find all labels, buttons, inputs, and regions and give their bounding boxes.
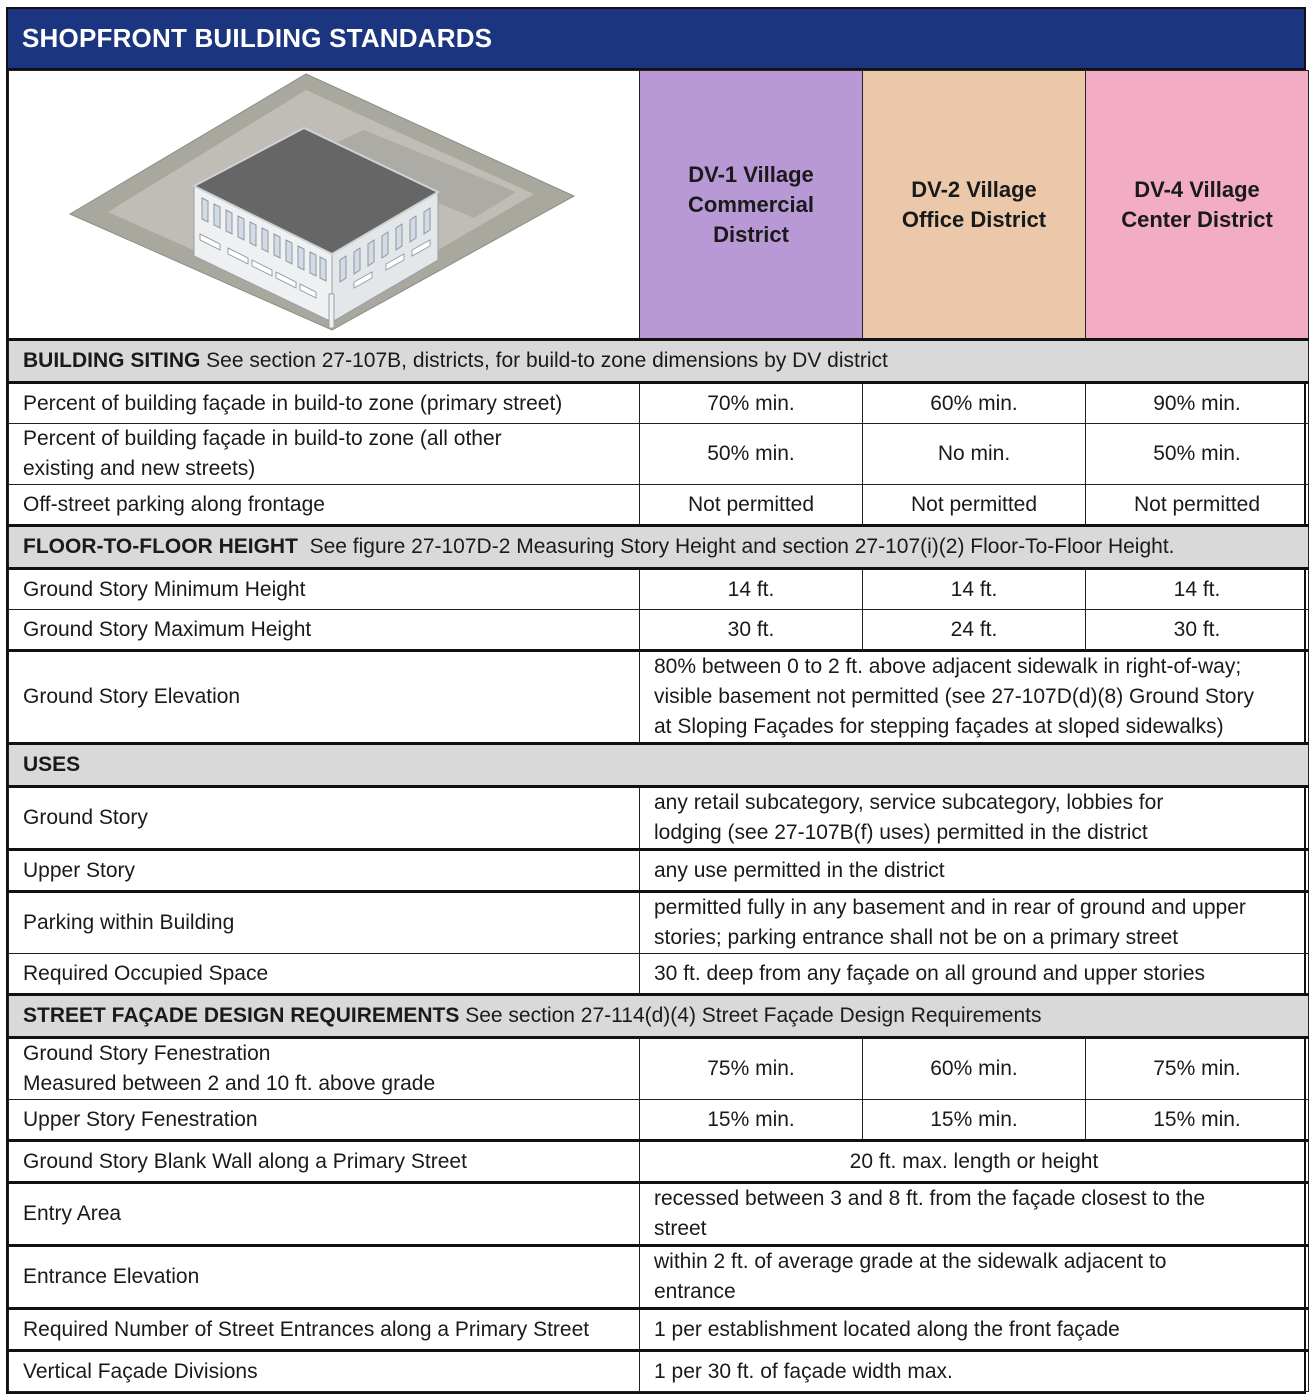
table-row — [9, 1038, 1309, 1100]
value-line: visible basement not permitted (see 27-107D(d)(8) Ground Story — [654, 685, 1254, 708]
district-name-line: DV-2 Village — [911, 176, 1037, 202]
row-label: Ground Story Elevation — [9, 651, 640, 744]
value-all-districts — [640, 1183, 1309, 1246]
value-dv1: 30 ft. — [640, 610, 863, 651]
isometric-building-illustration — [64, 72, 584, 337]
section-header-uses — [9, 744, 1309, 787]
value-line: at Sloping Façades for stepping façades at sloped sidewalks) — [654, 715, 1224, 738]
value-dv2: Not permitted — [863, 485, 1086, 526]
value-line: any retail subcategory, service subcategory, lobbies for — [654, 791, 1164, 814]
value-all-districts: 30 ft. deep from any façade on all ground and upper stories — [640, 954, 1309, 995]
table-row — [9, 485, 1309, 526]
table-row — [9, 383, 1309, 424]
district-name-line: DV-4 Village — [1134, 176, 1260, 202]
table-row — [9, 424, 1309, 485]
row-label: Ground Story Maximum Height — [9, 610, 640, 651]
value-line: lodging (see 27-107B(f) uses) permitted in the district — [654, 821, 1148, 844]
row-label-line: Percent of building façade in build-to zone (all other — [23, 427, 502, 450]
row-label: Required Occupied Space — [9, 954, 640, 995]
value-dv2: 60% min. — [863, 1038, 1086, 1100]
row-label: Percent of building façade in build-to zone (primary street) — [9, 383, 640, 424]
row-label — [9, 424, 640, 485]
table-row — [9, 954, 1309, 995]
district-name-line: Commercial — [688, 191, 814, 217]
value-dv1: 70% min. — [640, 383, 863, 424]
standards-table — [8, 70, 1309, 1392]
table-row — [9, 1141, 1309, 1183]
value-all-districts: 1 per establishment located along the front façade — [640, 1309, 1309, 1351]
value-dv1: 15% min. — [640, 1100, 863, 1141]
district-name-line: Center District — [1121, 206, 1273, 232]
table-row — [9, 569, 1309, 610]
value-all-districts: 1 per 30 ft. of façade width max. — [640, 1351, 1309, 1392]
value-all-districts — [640, 787, 1309, 850]
row-label-line: existing and new streets) — [23, 457, 256, 480]
value-dv1: 14 ft. — [640, 569, 863, 610]
page-title: SHOPFRONT BUILDING STANDARDS — [8, 9, 1304, 70]
value-dv4: 50% min. — [1086, 424, 1309, 485]
table-row — [9, 1309, 1309, 1351]
row-label: Ground Story Blank Wall along a Primary Street — [9, 1141, 640, 1183]
section-title: BUILDING SITING — [23, 349, 201, 372]
row-label: Off-street parking along frontage — [9, 485, 640, 526]
row-label: Required Number of Street Entrances along a Primary Street — [9, 1309, 640, 1351]
row-label-line: Measured between 2 and 10 ft. above grade — [23, 1072, 436, 1095]
row-label-line: Ground Story Fenestration — [23, 1042, 271, 1065]
value-dv2: 60% min. — [863, 383, 1086, 424]
table-row — [9, 651, 1309, 744]
table-row — [9, 610, 1309, 651]
district-name-line: District — [713, 221, 789, 247]
row-label: Upper Story — [9, 850, 640, 892]
section-note: See figure 27-107D-2 Measuring Story Height and section 27-107(i)(2) Floor-To-Floor Height. — [297, 535, 1175, 558]
district-header-dv1 — [640, 71, 863, 340]
value-dv4: 90% min. — [1086, 383, 1309, 424]
value-dv4: 15% min. — [1086, 1100, 1309, 1141]
value-dv4: 75% min. — [1086, 1038, 1309, 1100]
table-row — [9, 1100, 1309, 1141]
value-dv1: 75% min. — [640, 1038, 863, 1100]
value-dv2: 24 ft. — [863, 610, 1086, 651]
value-dv2: 14 ft. — [863, 569, 1086, 610]
value-line: stories; parking entrance shall not be on a primary street — [654, 926, 1179, 949]
table-row — [9, 850, 1309, 892]
value-line: within 2 ft. of average grade at the sidewalk adjacent to — [654, 1250, 1167, 1273]
table-row — [9, 1183, 1309, 1246]
table-row — [9, 1351, 1309, 1392]
section-note: See section 27-114(d)(4) Street Façade Design Requirements — [459, 1004, 1042, 1027]
row-label: Ground Story — [9, 787, 640, 850]
value-all-districts — [640, 892, 1309, 954]
row-label: Parking within Building — [9, 892, 640, 954]
value-line: entrance — [654, 1280, 736, 1303]
district-name-line: DV-1 Village — [688, 161, 814, 187]
value-line: street — [654, 1217, 707, 1240]
value-dv1: 50% min. — [640, 424, 863, 485]
row-label: Entrance Elevation — [9, 1246, 640, 1309]
row-label: Upper Story Fenestration — [9, 1100, 640, 1141]
table-row — [9, 787, 1309, 850]
value-line: recessed between 3 and 8 ft. from the façade closest to the — [654, 1187, 1205, 1210]
value-dv4: 14 ft. — [1086, 569, 1309, 610]
value-line: 80% between 0 to 2 ft. above adjacent sidewalk in right-of-way; — [654, 655, 1242, 678]
district-name-line: Office District — [901, 206, 1047, 232]
row-label: Ground Story Minimum Height — [9, 569, 640, 610]
district-header-dv4 — [1086, 71, 1309, 340]
value-dv4: 30 ft. — [1086, 610, 1309, 651]
table-row — [9, 1246, 1309, 1309]
district-header-row — [9, 71, 1309, 340]
value-all-districts — [640, 1246, 1309, 1309]
section-title: STREET FAÇADE DESIGN REQUIREMENTS — [23, 1004, 460, 1027]
table-row — [9, 892, 1309, 954]
row-label — [9, 1038, 640, 1100]
value-dv2: No min. — [863, 424, 1086, 485]
section-header-building-siting — [9, 340, 1309, 383]
value-line: permitted fully in any basement and in rear of ground and upper — [654, 896, 1246, 919]
section-note: See section 27-107B, districts, for build-to zone dimensions by DV district — [200, 349, 888, 372]
row-label: Entry Area — [9, 1183, 640, 1246]
district-header-dv2 — [863, 71, 1086, 340]
value-dv1: Not permitted — [640, 485, 863, 526]
standards-sheet — [6, 7, 1306, 1394]
value-dv4: Not permitted — [1086, 485, 1309, 526]
value-all-districts: 20 ft. max. length or height — [640, 1141, 1309, 1183]
value-all-districts — [640, 651, 1309, 744]
section-header-street-facade — [9, 995, 1309, 1038]
illustration-cell — [9, 71, 640, 340]
value-dv2: 15% min. — [863, 1100, 1086, 1141]
corner-column — [329, 294, 334, 328]
section-title: USES — [23, 753, 81, 776]
section-header-floor-height — [9, 526, 1309, 569]
section-title: FLOOR-TO-FLOOR HEIGHT — [23, 535, 298, 558]
row-label: Vertical Façade Divisions — [9, 1351, 640, 1392]
value-all-districts: any use permitted in the district — [640, 850, 1309, 892]
